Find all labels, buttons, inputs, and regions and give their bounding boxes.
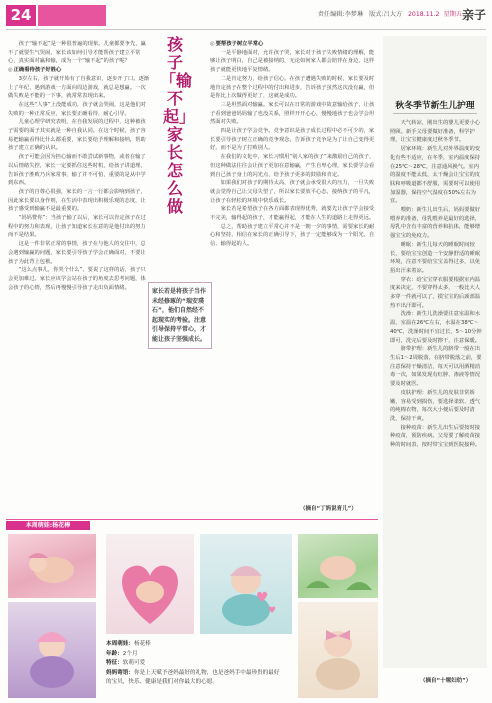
- baby-photo-cream-bow: [298, 602, 378, 698]
- paragraph: 这是一件非常正常的事情，孩子在与他人的交往中，总会遇到输赢的问题，家长要引导孩子学会正确面对，不要让孩子为此背上包袱。: [8, 241, 146, 265]
- paragraph: 洗澡：新生儿洗澡要注意室温和水温，室温在26℃左右，水温在38℃～40℃，洗澡时间不宜过长，5～10分钟即可，洗完后要及时擦干，注意保暖。: [390, 311, 482, 344]
- paragraph: 孩子的自尊心很强，家长的一言一行都会影响到孩子，因此家长要以身作则，在生活中表现出积极乐观的态度，让孩子感受到输赢不是最重要的。: [8, 188, 146, 213]
- baby-photo-pink-heart: [106, 534, 194, 634]
- caption-message-label: 妈妈寄语：: [106, 669, 134, 676]
- paragraph: 在我们的文化中，家长习惯用“别人家的孩子”来激励自己的孩子，但这种做法往往会让孩子更加在意输赢，产生自卑心理，家长要学会看到自己孩子身上的闪光点，给予孩子更多的鼓励和肯定。: [210, 154, 375, 178]
- layout-credit: 版式:吕大方: [369, 11, 403, 18]
- paragraph: 四是让孩子学会竞争。竞争意识是孩子成长过程中必不可少的，家长要引导孩子树立正确的竞争观念，告诉孩子竞争是为了让自己变得更好，而不是为了打败别人。: [210, 128, 375, 152]
- caption-name: 杨花棒: [133, 641, 151, 647]
- baby-photo-pink-blanket: [8, 534, 96, 598]
- masthead: [0, 0, 492, 32]
- caption-trait: 软萌可爱: [122, 660, 146, 666]
- paragraph: 皮肤护理：新生儿的皮肤非常娇嫩，容易受到损伤，要选择柔软、透气的纯棉衣物，每次大小便后要及时清洗，保持干爽。: [390, 389, 481, 422]
- paragraph: 一是平静地面对，允许孩子哭，家长对于孩子失败情绪的理解，能够让孩子明白，自己是被接纳的，无论如何家人都会陪伴在身边，这样孩子就能更快地平复情绪。: [210, 49, 375, 74]
- paragraph: 儿童心理学研究表明，在自我发展的过程中，这种被孩子需要的面子其实就是一种自我认同。在这个时候，孩子容易把输赢看得比什么都重要，家长要给予理解和接纳，帮助孩子建立正确的认识。: [8, 119, 146, 152]
- paragraph: 总之，帮助孩子建立平常心并不是一朝一夕的事情，需要家长的耐心和坚持，相信在家长的正确引导下，孩子一定能够成为一个阳光、自信、输得起的人。: [210, 223, 375, 248]
- baby-photo-purple-wrap: [8, 602, 96, 698]
- baby-photo-teal-wrap: [200, 534, 292, 634]
- caption-age-label: 年龄：: [106, 650, 123, 657]
- caption-message: 你是上天赋予爸妈最好的礼物，也是爸妈手中最珍贵的最好的宝贝，快乐、健康是我们对你最大的心愿。: [106, 669, 280, 685]
- paragraph: 三是坦然面对输赢。家长可以在日常的游戏中故意输给孩子，让孩子看到爸爸妈妈输了也没关系，照样开开心心，慢慢地孩子也会学会坦然面对失败。: [210, 101, 375, 126]
- article-left-column: [8, 40, 150, 515]
- baby-photo-green-leaves: [298, 534, 378, 598]
- article-right-column: [210, 40, 376, 499]
- paragraph: 家长若是希望孩子在各方面都表现得优秀，就要先让孩子学会接受不完美，输得起的孩子，才能赢得起，才能在人生的道路上走得更远。: [210, 206, 375, 222]
- paragraph: “妈妈赞你”：当孩子输了以后，家长可以肯定孩子在过程中的努力和表现，让孩子知道家长在意的是他付出的努力而不是结果。: [8, 215, 146, 239]
- gallery-band-label: 本周萌娃:杨花棒: [6, 521, 90, 530]
- heart-icon: ♥: [268, 606, 277, 616]
- masthead-meta: [318, 9, 462, 18]
- paragraph: 天气转凉，刚出生的婴儿更要小心照顾。新手父母要做好准备，科学护理，让宝宝健康度过秋冬季节。: [390, 120, 481, 144]
- issue-date: 2018.11.2: [408, 11, 440, 18]
- subheading: ◎ 要帮孩子树立平常心: [210, 40, 376, 49]
- paragraph: 穿衣：给宝宝穿衣服要根据室内温度来决定，不要穿得太多，一般比大人多穿一件就可以了，摸宝宝的后颈部温热不出汗即可。: [390, 276, 481, 309]
- gallery-caption: [106, 640, 284, 688]
- caption-age: 2个月: [122, 650, 138, 657]
- masthead-rule: [6, 29, 486, 30]
- sidebar-title: 秋冬季节新生儿护理: [395, 101, 475, 111]
- sidebar-body: [390, 119, 482, 667]
- gallery-band: [6, 519, 378, 531]
- heart-icon: ♥: [256, 590, 269, 606]
- paragraph: 睡眠：新生儿每天的睡眠时间较长，要给宝宝创造一个安静舒适的睡眠环境，注意不要给宝宝盖得过多，以免捂出汗来着凉。: [390, 241, 481, 274]
- paragraph: 喂奶：新生儿出生后，妈妈要做好喂养的准备，母乳喂养是最好的选择，母乳中含有丰富的营养和抗体，能够增强宝宝的免疫力。: [390, 207, 481, 240]
- page-number: 24: [6, 5, 36, 26]
- paragraph: 二是肯定努力，给孩子信心。在孩子遭遇失败的时候，家长要及时地肯定孩子在整个过程中的付出和进步，告诉孩子虽然这次没有赢，但是你比上次做得更好了，这就是成功。: [210, 75, 375, 100]
- article-headline: 孩子「输不起」家长怎么做: [160, 35, 193, 216]
- pull-quote: 家长若是将孩子当作未经修琢的“瑞安璞石”，他们自然经不起现实的考验。注意引导保持平常心，才能让孩子坚强成长。: [148, 282, 212, 349]
- editor-credit: 责任编辑:李梦琳: [317, 11, 364, 18]
- caption-trait-label: 特征：: [106, 660, 123, 666]
- masthead-color-band: [38, 5, 106, 26]
- paragraph: 孩子可能会因为担心输而不敢尝试新事物，或者在输了以后情绪失控，家长一定要抓住这些时机，给孩子讲道理，告诉孩子胜败乃兵家常事，输了并不可怕，重要的是从中学到东西。: [8, 154, 146, 187]
- paragraph: 3岁左右，孩子就开始有了自我意识，逐步开了口。逐渐上了年纪，遇到游戏一方面向周边游戏，就总是想赢。一次做失败是不能的一下事，就常常表现出来。: [8, 75, 150, 100]
- sidebar-title-rule: [393, 113, 477, 114]
- sidebar-credit: （摘自“十堰妇幼”）: [420, 678, 472, 684]
- section-name: 亲子: [461, 8, 486, 22]
- paragraph: 脐带护理：新生儿的脐带一般在出生后1～2周脱落，在脐带脱落之前，要注意保持干燥清洁，每天可以用酒精消毒一次，如果发现有红肿、渗液等情况要及时就医。: [390, 346, 482, 388]
- paragraph: “这么点事儿，你哭个什么”，要说了这样的话，孩子只会更加难过。家长应该学会站在孩子的角度去思考问题，体会孩子的心情，然后再慢慢引导孩子走出负面情绪。: [8, 267, 146, 291]
- issue-weekday: 星期五: [443, 11, 462, 18]
- paragraph: 如果我们对孩子的期待太高，孩子就会承受很大的压力，一旦失败就会觉得自己让父母失望了，所以家长要放平心态，接纳孩子的平凡，让孩子在轻松的环境中快乐成长。: [210, 180, 375, 204]
- caption-name-label: 本周萌娃：: [106, 641, 134, 647]
- article-credit: （摘自“丁妈说育儿”）: [300, 506, 357, 512]
- paragraph: 孩子“输不起”是一种很普遍的现象。儿童都要争先，赢不了就要生气哭闹，家长该如何引导才能帮孩子建立平常心，真实面对赢和输，成为一个“输不起”的孩子呢？: [8, 41, 146, 65]
- subheading: ◎ 正确看待孩子好胜心: [8, 66, 150, 75]
- paragraph: 接种疫苗：新生儿出生后要按时接种疫苗，预防疾病。父母要了解疫苗接种的时间表，按时带宝宝到医院接种。: [390, 424, 481, 449]
- paragraph: 在这些“人事”上没能成功，孩子就会哭闹，这是他们对失败的一种正常反应，家长要正确看待，耐心引导。: [8, 101, 146, 117]
- paragraph: 居家环境：新生儿对外界温度的变化有些不适应，在冬季，室内温度保持在25℃～28℃，注意通风换气。室内的湿度不能太低，太干燥会让宝宝的皮肤和呼吸道都不舒服，需要时可以使用加湿器，保持空气湿度在50%左右为宜。: [390, 146, 481, 205]
